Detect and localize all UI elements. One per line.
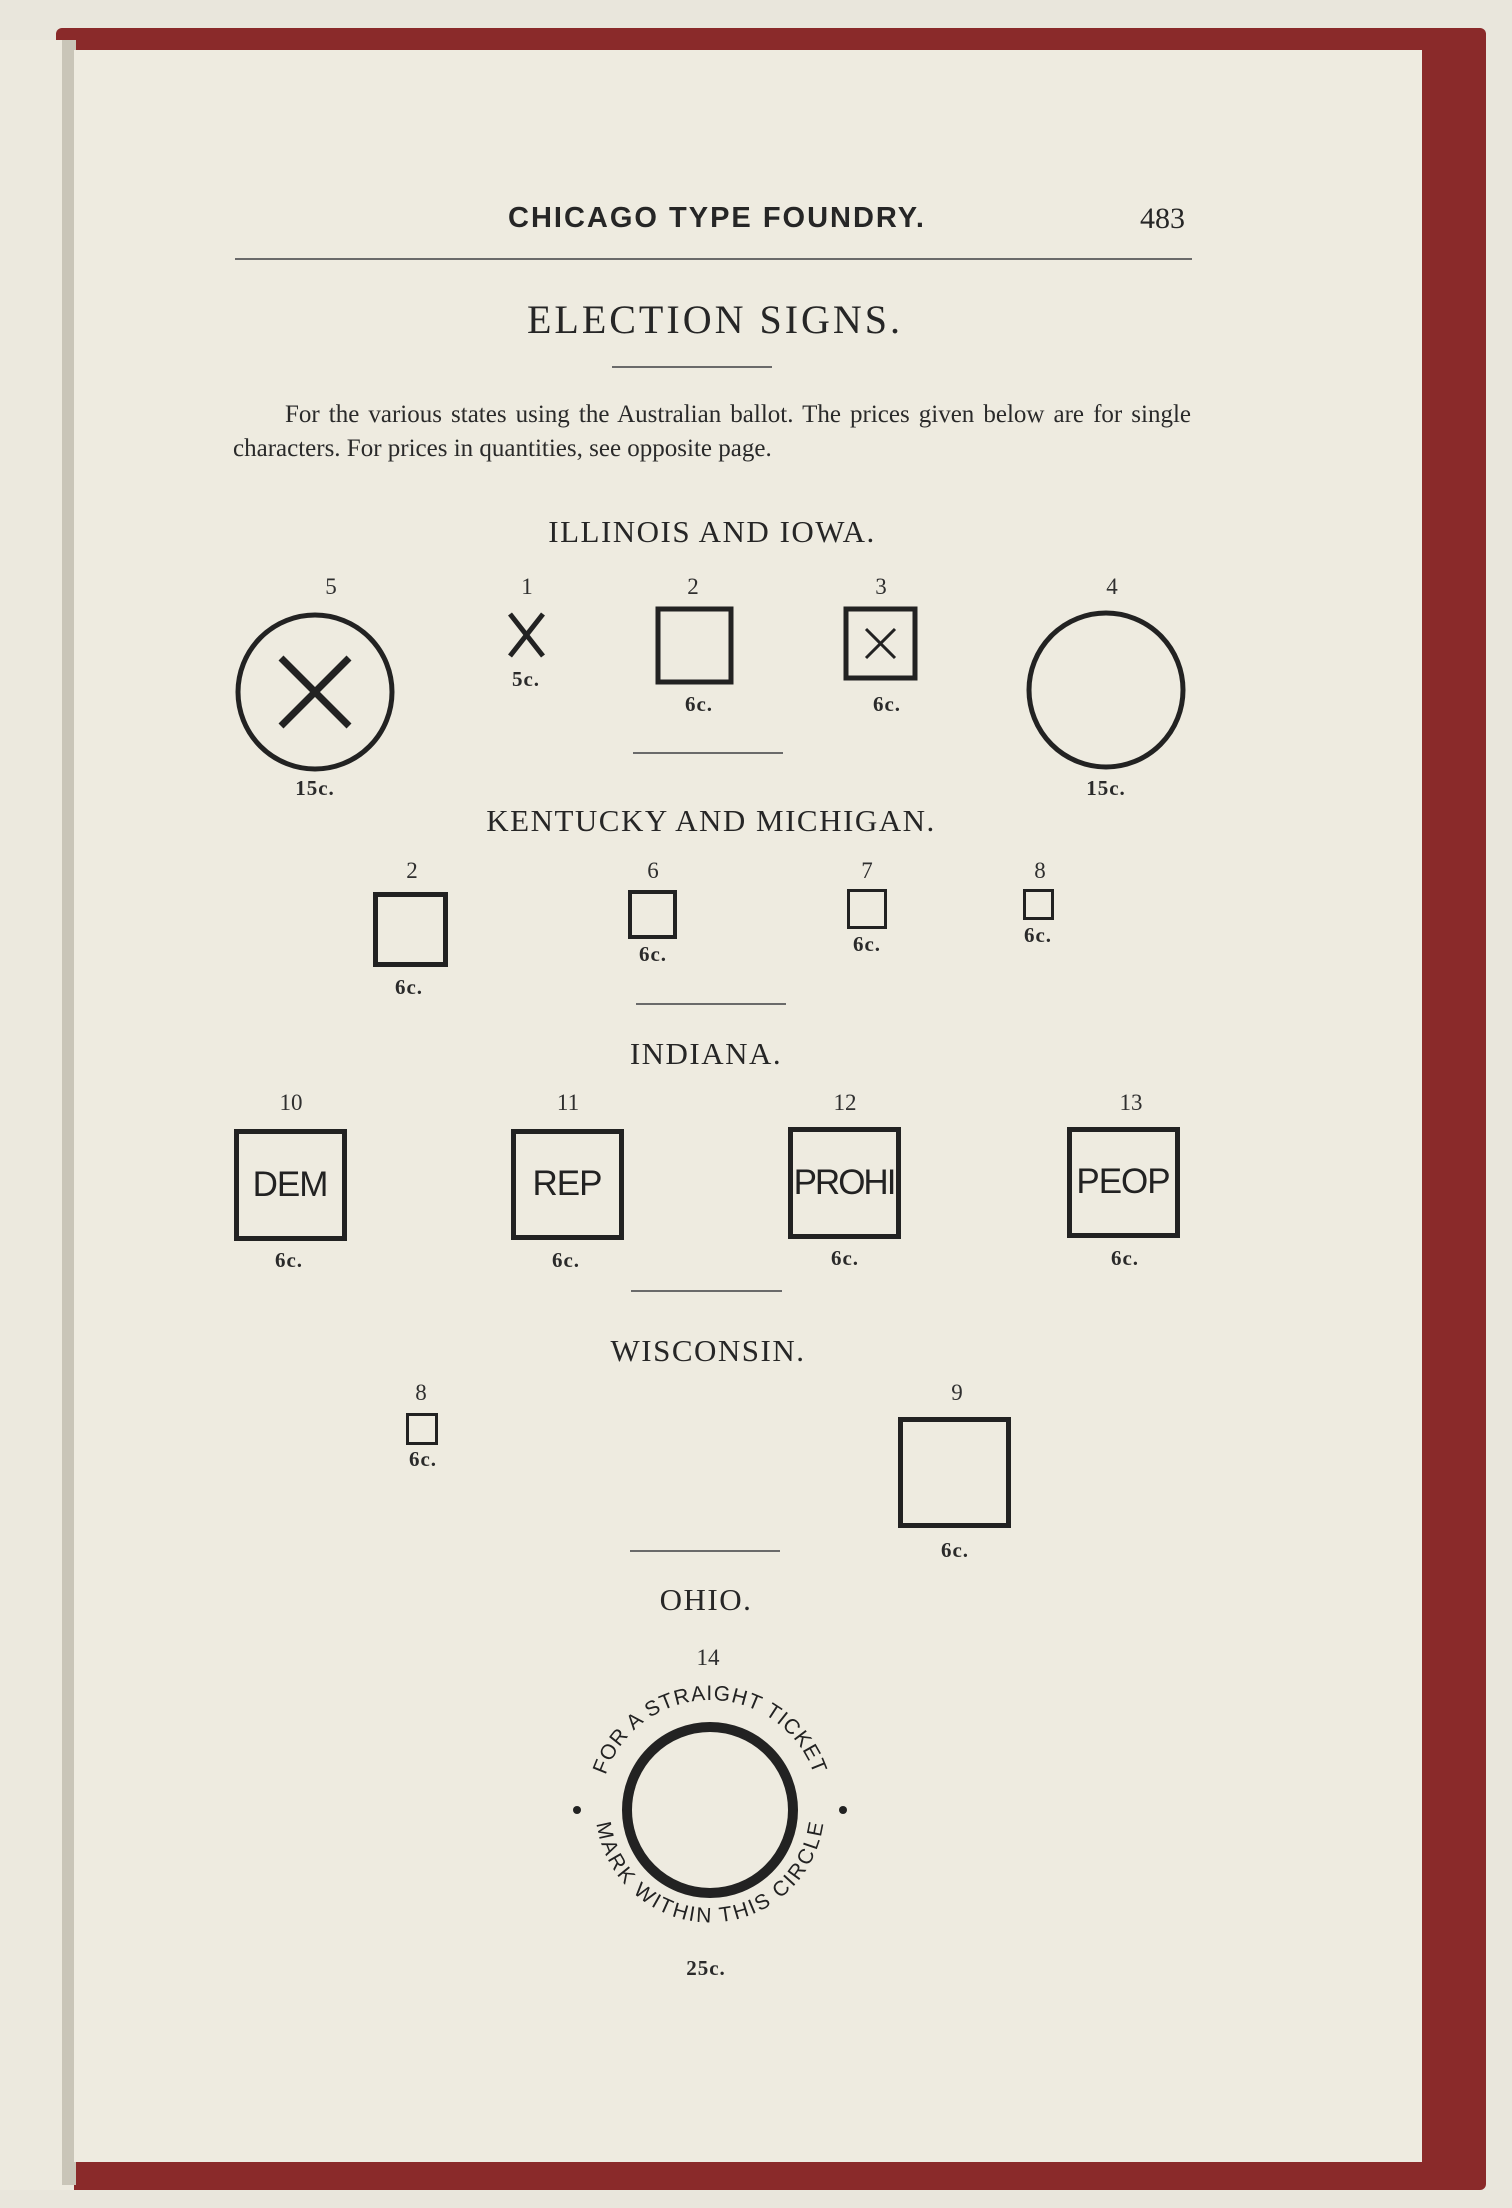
square-sign [406, 1413, 438, 1445]
page-title: ELECTION SIGNS. [526, 297, 904, 342]
square-sign [628, 890, 677, 939]
ring-text-top-path: FOR A STRAIGHT TICKET [588, 1681, 832, 1778]
party-label: REP [532, 1164, 602, 1203]
illinois-signs-svg [0, 0, 1512, 800]
item-price: 6c. [1023, 923, 1053, 947]
item-price: 6c. [872, 692, 902, 716]
section-heading-wisconsin: WISCONSIN. [610, 1333, 806, 1368]
party-label: DEM [252, 1165, 328, 1204]
ohio-ring-sign [560, 1660, 860, 1960]
item-price: 6c. [684, 692, 714, 716]
section-rule [631, 1290, 782, 1292]
section-heading-indiana: INDIANA. [629, 1036, 783, 1071]
section-rule [633, 752, 783, 754]
item-price: 6c. [830, 1246, 860, 1270]
section-rule [636, 1003, 786, 1005]
item-number: 3 [875, 574, 887, 599]
item-price: 6c. [274, 1248, 304, 1272]
empty-circle-sign [1029, 613, 1183, 767]
square-sign [1023, 889, 1054, 920]
item-price: 6c. [1110, 1246, 1140, 1270]
section-heading-illinois: ILLINOIS AND IOWA. [548, 514, 876, 549]
ring-dot [839, 1806, 847, 1814]
item-number: 2 [406, 858, 418, 883]
item-price: 15c. [1086, 776, 1126, 800]
item-number: 8 [415, 1380, 427, 1405]
item-price: 6c. [394, 975, 424, 999]
item-number: 13 [1119, 1090, 1143, 1115]
section-rule [630, 1550, 780, 1552]
item-number: 2 [687, 574, 699, 599]
item-price: 5c. [511, 667, 541, 691]
square-sign [847, 889, 887, 929]
item-number: 11 [556, 1090, 580, 1115]
item-number: 10 [279, 1090, 303, 1115]
intro-paragraph: For the various states using the Australian ballot. The prices given below are for single characters. For prices in quantities, see opposite page. [233, 401, 1191, 462]
ring-text-bottom-path: MARK WITHIN THIS CIRCLE [591, 1819, 829, 1928]
item-price: 6c. [408, 1447, 438, 1471]
square-sign [373, 892, 448, 967]
square-sign [658, 609, 731, 682]
item-number: 6 [647, 858, 659, 883]
item-number: 5 [325, 574, 337, 599]
ring-dot [573, 1806, 581, 1814]
page-number: 483 [1140, 202, 1185, 235]
item-price: 25c. [686, 1956, 726, 1980]
item-price: 6c. [638, 942, 668, 966]
running-header: CHICAGO TYPE FOUNDRY. [508, 202, 926, 234]
section-heading-kentucky: KENTUCKY AND MICHIGAN. [486, 803, 936, 838]
item-number: 8 [1034, 858, 1046, 883]
section-heading-ohio: OHIO. [659, 1582, 753, 1617]
item-price: 6c. [940, 1538, 970, 1562]
item-number: 4 [1106, 574, 1118, 599]
item-price: 6c. [852, 932, 882, 956]
item-number: 1 [521, 574, 533, 599]
party-label: PEOP [1076, 1162, 1170, 1201]
item-number: 7 [861, 858, 873, 883]
item-number: 14 [696, 1645, 720, 1670]
square-sign [898, 1417, 1011, 1528]
item-number: 9 [951, 1380, 963, 1405]
ohio-circle [627, 1727, 793, 1893]
item-price: 15c. [295, 776, 335, 800]
item-price: 6c. [551, 1248, 581, 1272]
party-label: PROHI [793, 1163, 895, 1202]
item-number: 12 [833, 1090, 857, 1115]
